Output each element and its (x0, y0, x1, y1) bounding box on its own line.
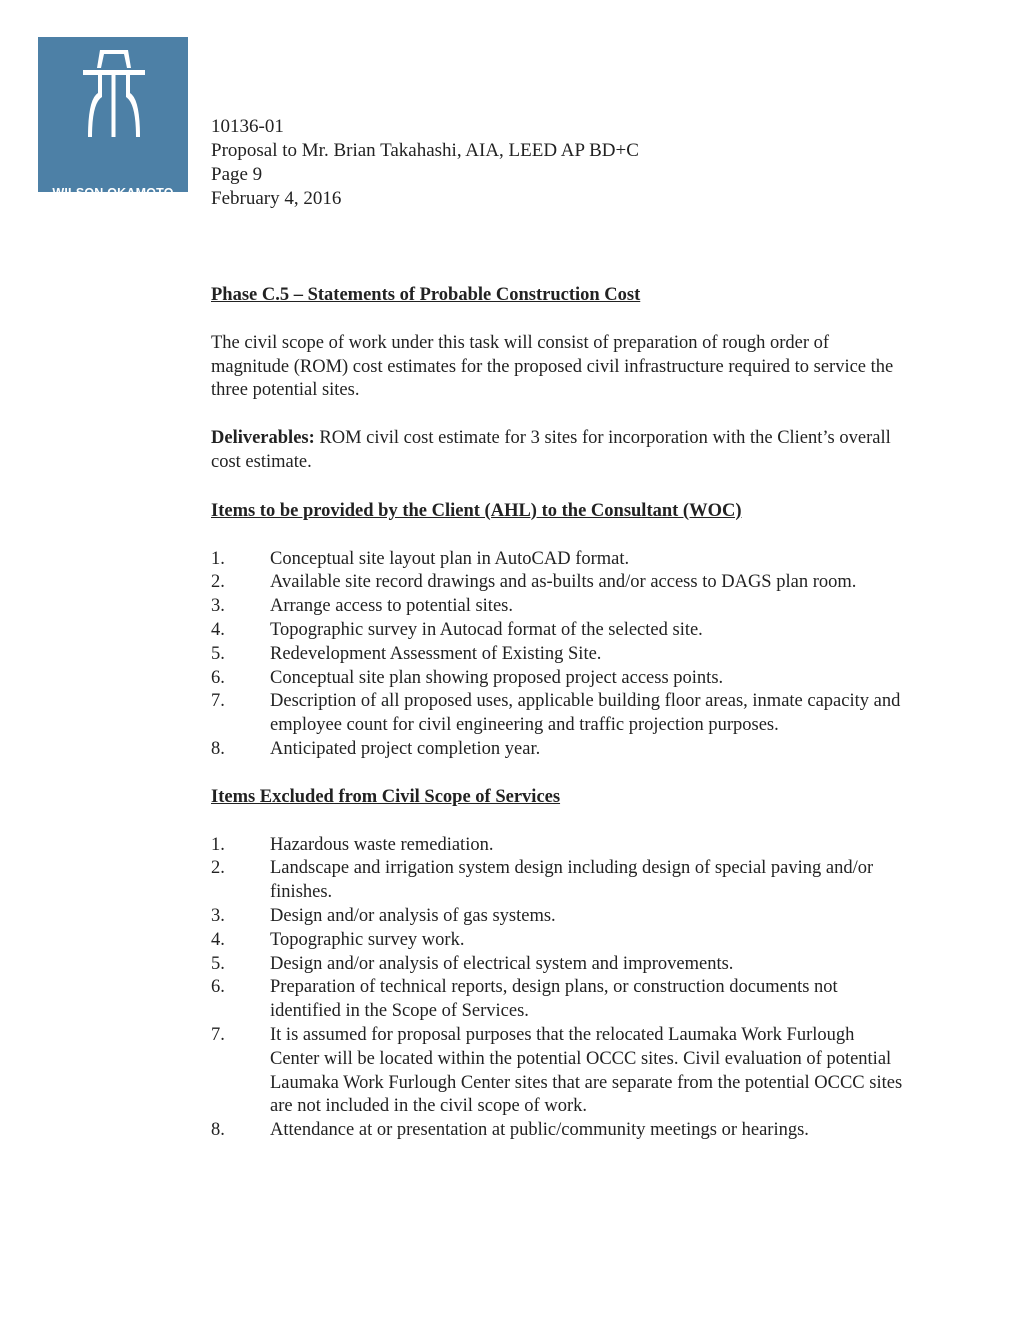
excluded-items-list (211, 834, 911, 1143)
list-item (211, 643, 911, 667)
client-items-list (211, 548, 911, 762)
list-item (211, 571, 911, 595)
list-item-number: 7. (211, 691, 225, 712)
list-item-text: Attendance at or presentation at public/community meetings or hearings. (270, 1120, 809, 1141)
list-item (211, 857, 911, 905)
list-item (211, 834, 911, 858)
logo-company-subtitle: CORPORATION (51, 203, 180, 214)
list-item-number: 5. (211, 643, 225, 664)
list-item-number: 1. (211, 834, 225, 855)
document-body (211, 284, 911, 1143)
list-item (211, 667, 911, 691)
deliverables-text: ROM civil cost estimate for 3 sites for incorporation with the Client’s overall cost estimate. (211, 428, 891, 472)
list-item (211, 905, 911, 929)
logo-company-name: WILSON OKAMOTO (52, 186, 174, 200)
list-item-text: Design and/or analysis of gas systems. (270, 905, 556, 926)
letter-header (211, 115, 639, 211)
logo-gate-icon (38, 37, 188, 187)
list-item (211, 548, 911, 572)
proposal-recipient: Proposal to Mr. Brian Takahashi, AIA, LEED AP BD+C (211, 140, 639, 161)
list-item (211, 976, 911, 1024)
list-item (211, 690, 911, 738)
list-item-number: 6. (211, 667, 225, 688)
list-item-number: 8. (211, 1120, 225, 1141)
phase-description: The civil scope of work under this task will consist of preparation of rough order of magnitude (ROM) cost estimates for the proposed civil infrastructure required to service the three potential sites. (211, 332, 894, 401)
list-item-text: Anticipated project completion year. (270, 738, 541, 759)
list-item (211, 929, 911, 953)
list-item-text: Topographic survey in Autocad format of the selected site. (270, 619, 703, 640)
list-item-text: Conceptual site plan showing proposed project access points. (270, 667, 724, 688)
list-item (211, 1119, 911, 1143)
list-item-text: Preparation of technical reports, design plans, or construction documents not identified in the Scope of Services. (270, 977, 838, 1022)
list-item (211, 1024, 911, 1119)
phase-heading: Phase C.5 – Statements of Probable Construction Cost (211, 285, 641, 305)
client-items-heading: Items to be provided by the Client (AHL) to the Consultant (WOC) (211, 500, 742, 521)
list-item-text: Arrange access to potential sites. (270, 596, 513, 617)
list-item-text: Landscape and irrigation system design including design of special paving and/or finishes. (270, 858, 874, 903)
page-number: Page 9 (211, 164, 263, 185)
list-item-text: Topographic survey work. (270, 929, 465, 950)
list-item-number: 1. (211, 548, 225, 569)
excluded-items-heading: Items Excluded from Civil Scope of Services (211, 786, 561, 807)
list-item-number: 5. (211, 953, 225, 974)
list-item-text: Conceptual site layout plan in AutoCAD format. (270, 548, 630, 569)
list-item-text: It is assumed for proposal purposes that the relocated Laumaka Work Furlough Center will be located within the potential OCCC sites. Civil evaluation of potential Laumaka Work Furlough Center sites that are separate from the potential OCCC sites are not included in the civil scope of work. (270, 1024, 903, 1117)
list-item-number: 4. (211, 619, 225, 640)
list-item-number: 8. (211, 738, 225, 759)
list-item (211, 595, 911, 619)
project-number: 10136-01 (211, 116, 284, 137)
company-logo (38, 37, 188, 214)
list-item-number: 7. (211, 1024, 225, 1045)
list-item-number: 3. (211, 905, 225, 926)
list-item-text: Description of all proposed uses, applicable building floor areas, inmate capacity and employee count for civil engineering and traffic projection purposes. (270, 691, 901, 736)
letter-date: February 4, 2016 (211, 188, 342, 209)
list-item (211, 619, 911, 643)
list-item-text: Available site record drawings and as-builts and/or access to DAGS plan room. (270, 572, 857, 593)
list-item-text: Redevelopment Assessment of Existing Site. (270, 643, 602, 664)
list-item (211, 738, 911, 762)
list-item (211, 953, 911, 977)
list-item-number: 2. (211, 572, 225, 593)
list-item-text: Design and/or analysis of electrical system and improvements. (270, 953, 734, 974)
list-item-number: 6. (211, 977, 225, 998)
list-item-number: 3. (211, 596, 225, 617)
deliverables-paragraph (211, 427, 911, 475)
list-item-number: 2. (211, 858, 225, 879)
list-item-text: Hazardous waste remediation. (270, 834, 494, 855)
list-item-number: 4. (211, 929, 225, 950)
deliverables-label: Deliverables: (211, 428, 315, 449)
